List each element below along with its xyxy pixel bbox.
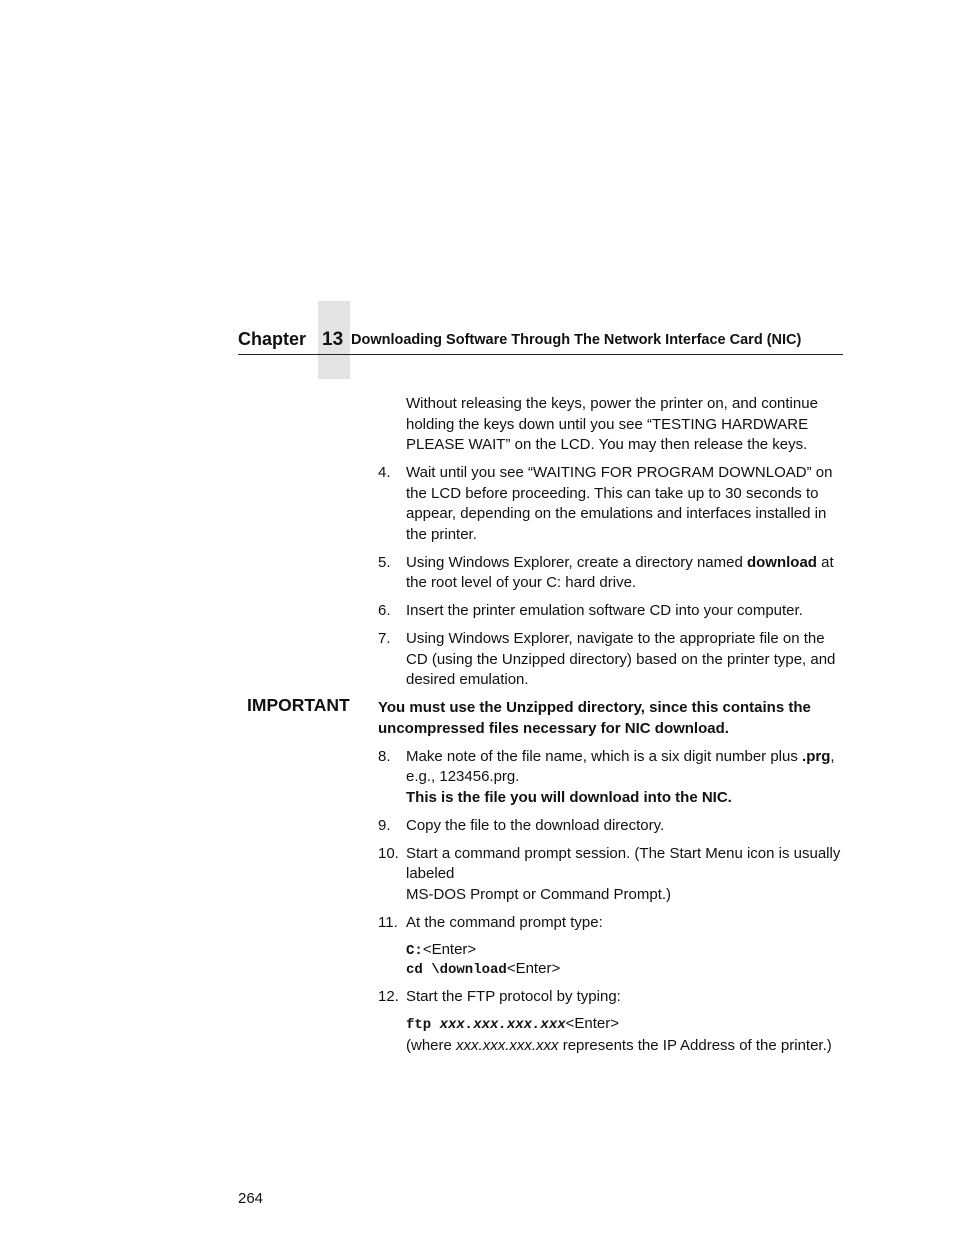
directory-name: download [746, 553, 817, 571]
important-note [247, 695, 843, 739]
step-8 [378, 747, 843, 809]
step-text: Using Windows Explorer, create a directory named [406, 553, 747, 571]
step-note: This is the file you will download into the NIC. [406, 788, 732, 806]
page-number: 264 [238, 1190, 264, 1207]
step-number: 6. [378, 602, 391, 619]
chapter-number: 13 [322, 329, 344, 350]
step-text: Insert the printer emulation software CD into your computer. [406, 602, 803, 619]
step-text: Start the FTP protocol by typing: [406, 987, 621, 1005]
command-line [406, 1014, 843, 1036]
step-text: Start a command prompt session. (The Start Menu icon is usually labeled [406, 844, 841, 882]
command-note [406, 1036, 843, 1057]
command-code: C: [406, 943, 423, 959]
step-10 [378, 844, 843, 906]
chapter-label: Chapter [238, 329, 307, 349]
header-rule [238, 354, 843, 355]
step-11 [378, 913, 843, 980]
step-5 [378, 553, 843, 594]
enter-key: <Enter> [565, 1015, 620, 1032]
step-number: 11. [378, 913, 398, 931]
intro-paragraph: Without releasing the keys, power the printer on, and continue holding the keys down until you see “TESTING HARDWARE PLEASE WAIT” on the LCD. You may then release the keys. [406, 395, 818, 453]
ip-placeholder: xxx.xxx.xxx.xxx [456, 1036, 559, 1054]
step-number: 5. [378, 553, 391, 571]
command-line [406, 960, 843, 979]
note-text-cont: represents the IP Address of the printer.) [558, 1036, 832, 1054]
step-12 [378, 987, 843, 1057]
file-extension: .prg [802, 747, 831, 765]
step-text: Make note of the file name, which is a six digit number plus [406, 747, 803, 765]
step-text: Using Windows Explorer, navigate to the appropriate file on the CD (using the Unzipped directory) based on the printer type, and desired emulation. [406, 630, 836, 688]
enter-key: <Enter> [506, 960, 561, 977]
step-text-cont: , e.g., 123456.prg. [406, 747, 835, 785]
step-number: 10. [378, 844, 399, 862]
step-text: Copy the file to the download directory. [406, 816, 665, 834]
step-number: 8. [378, 747, 391, 765]
important-text: You must use the Unzipped directory, since this contains the uncompressed files necessary for NIC download. [378, 699, 811, 737]
step-text-cont: at the root level of your C: hard drive. [406, 553, 834, 591]
enter-key: <Enter> [422, 941, 477, 958]
step-text-cont: MS-DOS Prompt or Command Prompt.) [406, 885, 672, 903]
step-number: 4. [378, 464, 391, 481]
step-9 [378, 816, 843, 837]
command-code: ftp [406, 1017, 440, 1033]
step-7 [378, 629, 843, 691]
chapter-title: Downloading Software Through The Network Interface Card (NIC) [351, 332, 802, 348]
step-number: 12. [378, 987, 399, 1005]
step-6 [378, 601, 843, 622]
command-code: cd \download [406, 962, 507, 978]
step-number: 7. [378, 630, 391, 647]
note-text: (where [406, 1036, 457, 1054]
page-content [247, 394, 843, 1064]
step-number: 9. [378, 816, 391, 834]
important-label: IMPORTANT [247, 695, 350, 715]
step-text: Wait until you see “WAITING FOR PROGRAM DOWNLOAD” on the LCD before proceeding. This can take up to 30 seconds to appear, depending on the emulations and interfaces installed in the printer. [406, 464, 833, 543]
command-line [406, 941, 843, 960]
ip-placeholder: xxx.xxx.xxx.xxx [439, 1017, 566, 1033]
step-text: At the command prompt type: [406, 913, 603, 931]
step-4 [378, 463, 843, 545]
